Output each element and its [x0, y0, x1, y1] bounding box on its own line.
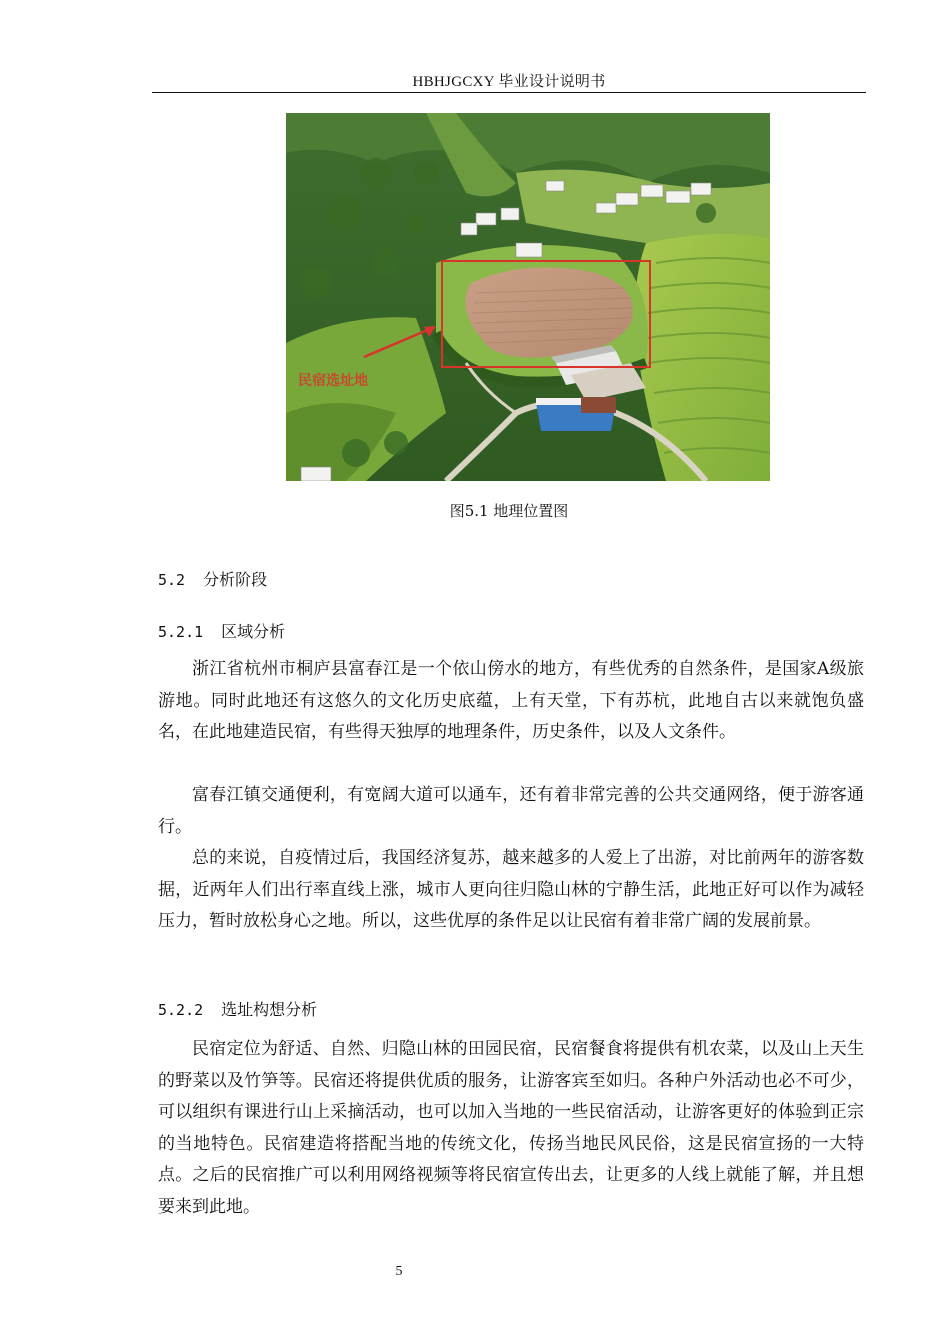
page-header: HBHJGCXY 毕业设计说明书 [412, 74, 606, 90]
section-number: 5.2.1 [158, 623, 204, 641]
section-heading-5-2-2 [158, 997, 317, 1020]
page-number: 5 [395, 1264, 403, 1279]
body-paragraph: 浙江省杭州市桐庐县富春江是一个依山傍水的地方，有些优秀的自然条件，是国家A级旅游地。同时此地还有这悠久的文化历史底蕴，上有天堂，下有苏杭，此地自古以来就饱负盛名，在此地建造民宿，有些得天独厚的地理条件，历史条件，以及人文条件。 [158, 659, 864, 742]
section-title: 选址构想分析 [221, 1000, 318, 1019]
body-paragraph: 民宿定位为舒适、自然、归隐山林的田园民宿，民宿餐食将提供有机农菜，以及山上天生的野菜以及竹笋等。民宿还将提供优质的服务，让游客宾至如归。各种户外活动也必不可少，可以组织有课进行山上采摘活动，也可以加入当地的一些民宿活动，让游客更好的体验到正宗的当地特色。民宿建造将搭配当地的传统文化，传扬当地民风民俗，这是民宿宣扬的一大特点。之后的民宿推广可以利用网络视频等将民宿宣传出去，让更多的人线上就能了解，并且想要来到此地。 [158, 1039, 864, 1217]
section-heading-5-2 [158, 567, 267, 590]
section-number: 5.2 [158, 571, 186, 589]
section-number: 5.2.2 [158, 1001, 204, 1019]
figure-caption: 图5.1 地理位置图 [449, 502, 569, 520]
site-annotation-label: 民宿选址地 [298, 373, 368, 389]
aerial-site-photo [286, 113, 770, 481]
header-rule [152, 92, 866, 93]
section-heading-5-2-1 [158, 619, 285, 642]
body-paragraph: 富春江镇交通便利，有宽阔大道可以通车，还有着非常完善的公共交通网络，便于游客通行。 [158, 785, 864, 837]
section-title: 分析阶段 [203, 570, 268, 589]
body-paragraph: 总的来说，自疫情过后，我国经济复苏，越来越多的人爱上了出游，对比前两年的游客数据，近两年人们出行率直线上涨，城市人更向往归隐山林的宁静生活，此地正好可以作为减轻压力，暂时放松身心之地。所以，这些优厚的条件足以让民宿有着非常广阔的发展前景。 [158, 848, 864, 931]
section-title: 区域分析 [221, 622, 286, 641]
